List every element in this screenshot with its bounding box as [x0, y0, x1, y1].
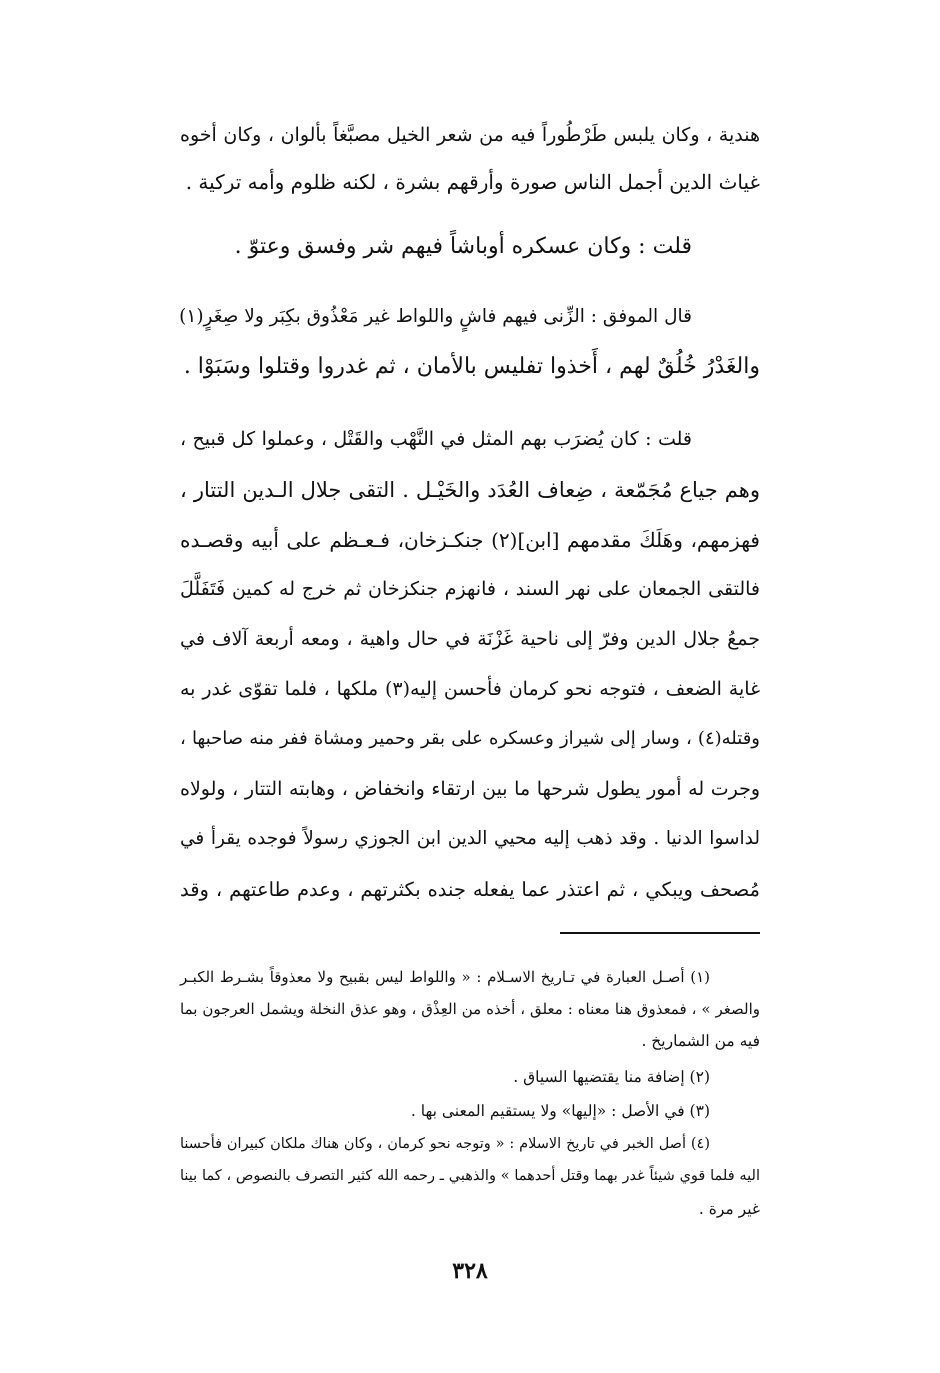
footnote-4-line-1: (٤) أصل الخبر في تاريخ الاسلام : « وتوجه نحو كرمان ، وكان هناك ملكان كبيران فأحسنا — [180, 1136, 710, 1152]
footnote-separator — [560, 932, 760, 934]
footnote-2: (٢) إضافة منا يقتضيها السياق . — [513, 1068, 710, 1086]
footnote-4-line-2: اليه فلما قوي شيئاً غدر بهما وقتل أحدهما » والذهبي ـ رحمه الله كثير التصرف بالنصوص ، كما بينا — [180, 1168, 760, 1184]
page-number: ٣٢٨ — [452, 1258, 488, 1284]
body-line-14: لداسوا الدنيا . وقد ذهب إليه محيي الدين ابن الجوزي رسولاً فوجده يقرأ في — [180, 828, 760, 849]
body-line-4: قال الموفق : الزِّنى فيهم فاشٍ واللواط غير مَعْذُوق بكِبَر ولا صِغَرٍ(١) — [179, 306, 692, 327]
body-line-3: قلت : وكان عسكره أوباشاً فيهم شر وفسق وعتوّ . — [234, 234, 692, 259]
body-line-11: غاية الضعف ، فتوجه نحو كرمان فأحسن إليه(٣) ملكها ، فلما تقوّى غدر به — [180, 678, 761, 700]
footnote-3: (٣) في الأصل : «إليها» ولا يستقيم المعنى بها . — [410, 1102, 710, 1120]
body-line-13: وجرت له أمور يطول شرحها ما بين ارتقاء وانخفاض ، وهابته التتار ، ولولاه — [180, 778, 760, 800]
body-line-8: فهزمهم، وهَلَكَ مقدمهم [ابن](٢) جنكـزخان، فـعـظم على أبيه وقصـده — [180, 528, 760, 552]
body-line-6: قلت : كان يُضرَب بهم المثل في النَّهْب والقَتْل ، وعملوا كل قبيح ، — [180, 428, 692, 450]
footnote-1-line-2: والصغر » ، فمعذوق هنا معناه : معلق ، أخذه من العِذْق ، وهو عذق النخلة ويشمل العرجون بما — [180, 1000, 760, 1018]
body-line-9: فالتقى الجمعان على نهر السند ، فانهزم جنكزخان ثم خرج له كمين فَتَفَلَّلَ — [180, 578, 760, 600]
footnote-1-line-3: فيه من الشماريخ . — [641, 1032, 760, 1050]
body-line-2: غياث الدين أجمل الناس صورة وأرقهم بشرة ، لكنه ظلوم وأمه تركية . — [185, 170, 760, 194]
body-line-1: هندية ، وكان يلبس طَرْطُوراً فيه من شعر الخيل مصبَّغاً بألوان ، وكان أخوه — [180, 124, 760, 146]
footnote-1-line-1: (١) أصـل العبارة في تـاريخ الاسـلام : « واللواط ليس بقبيح ولا معذوقاً بشـرط الكبـر — [180, 968, 710, 986]
body-line-7: وهم جياع مُجَمّعة ، ضِعاف العُدَد والخَيْـل . التقى جلال الـدين التتار ، — [180, 478, 760, 502]
body-line-5: والغَدْرُ خُلُقٌ لهم ، أَخذوا تفليس بالأمان ، ثم غدروا وقتلوا وسَبَوْا . — [183, 354, 760, 379]
footnote-4-line-3: غير مرة . — [698, 1200, 760, 1218]
body-line-10: جمعُ جلال الدين وفرّ إلى ناحية غَزْنَة في حال واهية ، ومعه أربعة آلاف في — [180, 628, 760, 650]
body-line-12: وقتله(٤) ، وسار إلى شيراز وعسكره على بقر وحمير ومشاة ففر منه صاحبها ، — [180, 728, 760, 749]
body-line-15: مُصحف ويبكي ، ثم اعتذر عما يفعله جنده بكثرتهم ، وعدم طاعتهم ، وقد — [180, 878, 760, 901]
